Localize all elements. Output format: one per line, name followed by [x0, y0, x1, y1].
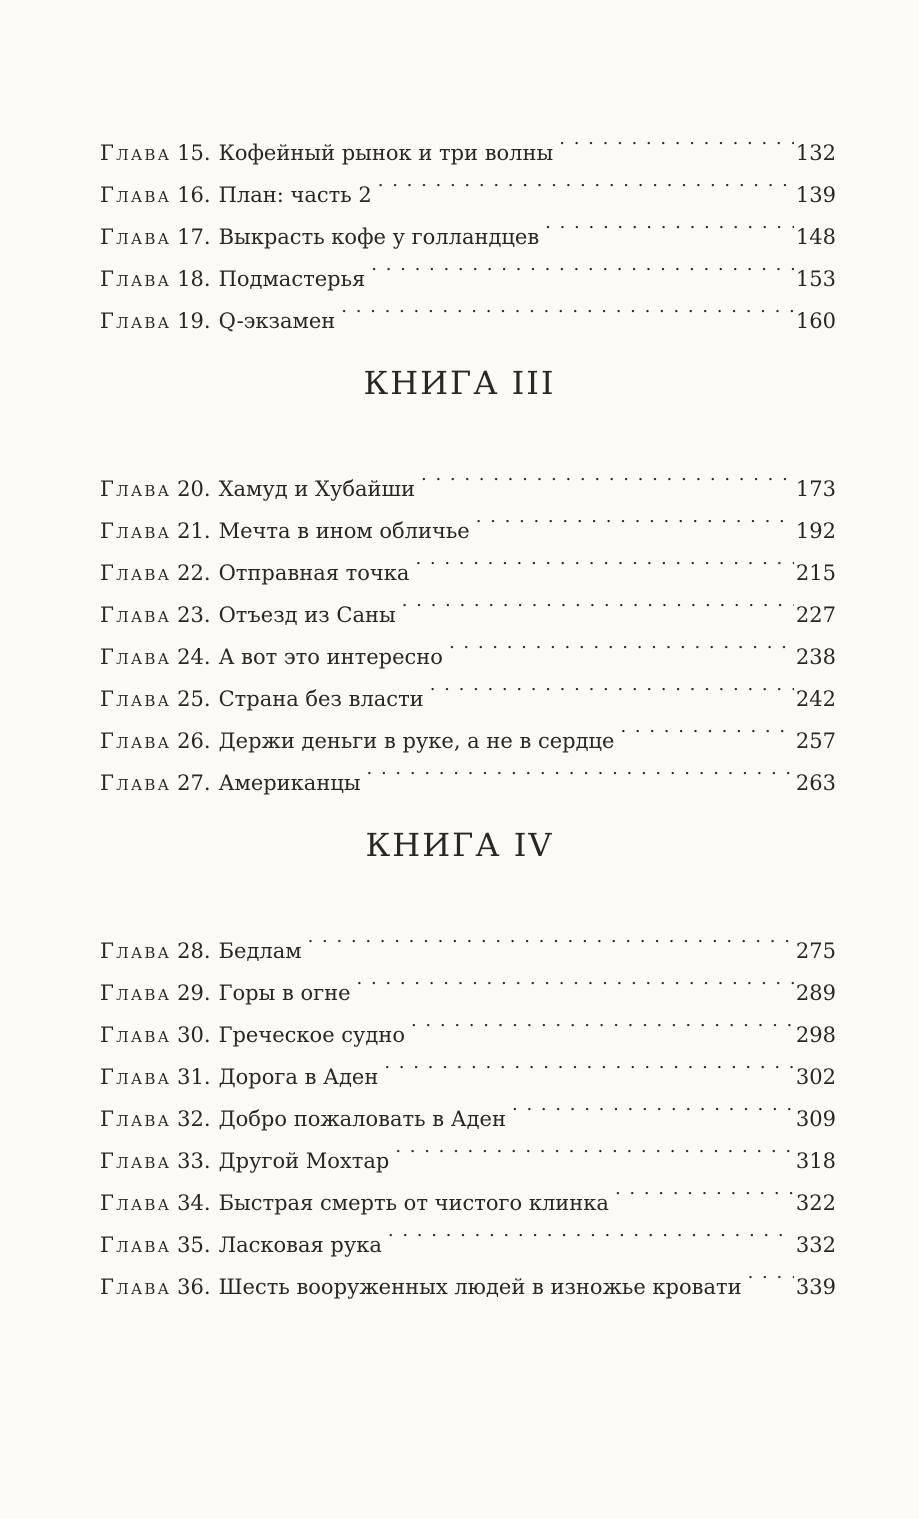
chapter-label: Глава [100, 603, 172, 627]
chapter-title: Другой Мохтар [218, 1149, 390, 1173]
toc-section-book-3 [100, 454, 836, 795]
page-number: 257 [795, 729, 836, 753]
toc-entry[interactable] [100, 538, 836, 585]
chapter-number: 24. [177, 645, 211, 669]
chapter-title: Шесть вооруженных людей в изножье кровати [218, 1275, 742, 1299]
page-number: 263 [795, 771, 836, 795]
chapter-title: Кофейный рынок и три волны [218, 141, 554, 165]
chapter-number: 36. [177, 1275, 211, 1299]
chapter-number: 15. [177, 141, 211, 165]
dot-leader [395, 1126, 794, 1168]
chapter-label: Глава [100, 477, 172, 501]
chapter-label: Глава [100, 729, 172, 753]
toc-section-book-4 [100, 916, 836, 1299]
chapter-number: 18. [177, 267, 211, 291]
toc-entry[interactable] [100, 1126, 836, 1173]
toc-entry[interactable] [100, 118, 836, 165]
book-3-heading: КНИГА III [363, 364, 556, 402]
toc-entry[interactable] [100, 1084, 836, 1131]
dot-leader [367, 748, 794, 790]
dot-leader [615, 1168, 794, 1210]
page-number: 215 [795, 561, 836, 585]
chapter-label: Глава [100, 1233, 172, 1257]
chapter-title: А вот это интересно [218, 645, 443, 669]
dot-leader [402, 580, 794, 622]
chapter-label: Глава [100, 183, 172, 207]
dot-leader [559, 118, 794, 160]
chapter-label: Глава [100, 1191, 172, 1215]
chapter-number: 28. [177, 939, 211, 963]
page-number: 238 [795, 645, 836, 669]
page-number: 289 [795, 981, 836, 1005]
toc-entry[interactable] [100, 958, 836, 1005]
page-number: 173 [795, 477, 836, 501]
chapter-label: Глава [100, 561, 172, 585]
chapter-title: Отправная точка [218, 561, 410, 585]
chapter-number: 29. [177, 981, 211, 1005]
toc-entry[interactable] [100, 706, 836, 753]
chapter-label: Глава [100, 1023, 172, 1047]
page-number: 298 [795, 1023, 836, 1047]
chapter-number: 30. [177, 1023, 211, 1047]
chapter-title: Подмастерья [218, 267, 366, 291]
chapter-title: Q-экзамен [218, 309, 336, 333]
chapter-label: Глава [100, 1275, 172, 1299]
toc-section-book-2-tail [100, 118, 836, 333]
page-number: 148 [795, 225, 836, 249]
toc-entry[interactable] [100, 580, 836, 627]
chapter-number: 27. [177, 771, 211, 795]
chapter-number: 23. [177, 603, 211, 627]
chapter-number: 17. [177, 225, 211, 249]
dot-leader [384, 1042, 794, 1084]
chapter-title: Быстрая смерть от чистого клинка [218, 1191, 609, 1215]
chapter-label: Глава [100, 267, 172, 291]
chapter-label: Глава [100, 225, 172, 249]
chapter-title: Отъезд из Саны [218, 603, 396, 627]
chapter-label: Глава [100, 687, 172, 711]
toc-entry[interactable] [100, 1210, 836, 1257]
page-number: 309 [795, 1107, 836, 1131]
toc-entry[interactable] [100, 160, 836, 207]
toc-entry[interactable] [100, 916, 836, 963]
page-number: 332 [795, 1233, 836, 1257]
toc-entry[interactable] [100, 454, 836, 501]
chapter-label: Глава [100, 771, 172, 795]
toc-entry[interactable] [100, 1252, 836, 1299]
dot-leader [341, 286, 794, 328]
chapter-title: Горы в огне [218, 981, 351, 1005]
chapter-number: 32. [177, 1107, 211, 1131]
chapter-title: План: часть 2 [218, 183, 372, 207]
chapter-number: 34. [177, 1191, 211, 1215]
chapter-number: 33. [177, 1149, 211, 1173]
dot-leader [512, 1084, 794, 1126]
chapter-title: Хамуд и Хубайши [218, 477, 416, 501]
chapter-title: Добро пожаловать в Аден [218, 1107, 506, 1131]
toc-entry[interactable] [100, 244, 836, 291]
page-number: 242 [795, 687, 836, 711]
chapter-title: Американцы [218, 771, 361, 795]
chapter-number: 22. [177, 561, 211, 585]
dot-leader [421, 454, 794, 496]
book-4-heading: КНИГА IV [365, 826, 554, 864]
chapter-title: Держи деньги в руке, а не в сердце [218, 729, 615, 753]
page-number: 318 [795, 1149, 836, 1173]
page-number: 153 [795, 267, 836, 291]
toc-entry[interactable] [100, 1042, 836, 1089]
chapter-title: Выкрасть кофе у голландцев [218, 225, 540, 249]
chapter-title: Бедлам [218, 939, 302, 963]
dot-leader [357, 958, 794, 1000]
chapter-label: Глава [100, 1149, 172, 1173]
dot-leader [415, 538, 793, 580]
dot-leader [476, 496, 794, 538]
page-number: 339 [795, 1275, 836, 1299]
toc-entry[interactable] [100, 664, 836, 711]
chapter-number: 16. [177, 183, 211, 207]
chapter-number: 20. [177, 477, 211, 501]
chapter-number: 19. [177, 309, 211, 333]
toc-entry[interactable] [100, 1168, 836, 1215]
dot-leader [620, 706, 793, 748]
dot-leader [388, 1210, 794, 1252]
chapter-title: Страна без власти [218, 687, 424, 711]
toc-entry[interactable] [100, 1000, 836, 1047]
chapter-label: Глава [100, 519, 172, 543]
page-number: 132 [795, 141, 836, 165]
chapter-title: Мечта в ином обличье [218, 519, 470, 543]
page-number: 227 [795, 603, 836, 627]
chapter-label: Глава [100, 141, 172, 165]
chapter-number: 35. [177, 1233, 211, 1257]
page-number: 275 [795, 939, 836, 963]
page-number: 160 [795, 309, 836, 333]
page-number: 192 [795, 519, 836, 543]
dot-leader [449, 622, 794, 664]
chapter-label: Глава [100, 1107, 172, 1131]
dot-leader [545, 202, 794, 244]
toc-entry[interactable] [100, 496, 836, 543]
dot-leader [748, 1252, 794, 1294]
toc-entry[interactable] [100, 202, 836, 249]
chapter-label: Глава [100, 645, 172, 669]
chapter-number: 26. [177, 729, 211, 753]
chapter-label: Глава [100, 939, 172, 963]
page-number: 139 [795, 183, 836, 207]
dot-leader [371, 244, 794, 286]
chapter-number: 31. [177, 1065, 211, 1089]
dot-leader [308, 916, 794, 958]
dot-leader [378, 160, 794, 202]
chapter-label: Глава [100, 1065, 172, 1089]
dot-leader [411, 1000, 794, 1042]
dot-leader [430, 664, 794, 706]
page-number: 302 [795, 1065, 836, 1089]
chapter-label: Глава [100, 309, 172, 333]
toc-entry[interactable] [100, 286, 836, 333]
chapter-title: Ласковая рука [218, 1233, 382, 1257]
toc-entry[interactable] [100, 748, 836, 795]
toc-entry[interactable] [100, 622, 836, 669]
chapter-number: 25. [177, 687, 211, 711]
page-number: 322 [795, 1191, 836, 1215]
chapter-title: Дорога в Аден [218, 1065, 379, 1089]
chapter-title: Греческое судно [218, 1023, 405, 1047]
chapter-number: 21. [177, 519, 211, 543]
chapter-label: Глава [100, 981, 172, 1005]
